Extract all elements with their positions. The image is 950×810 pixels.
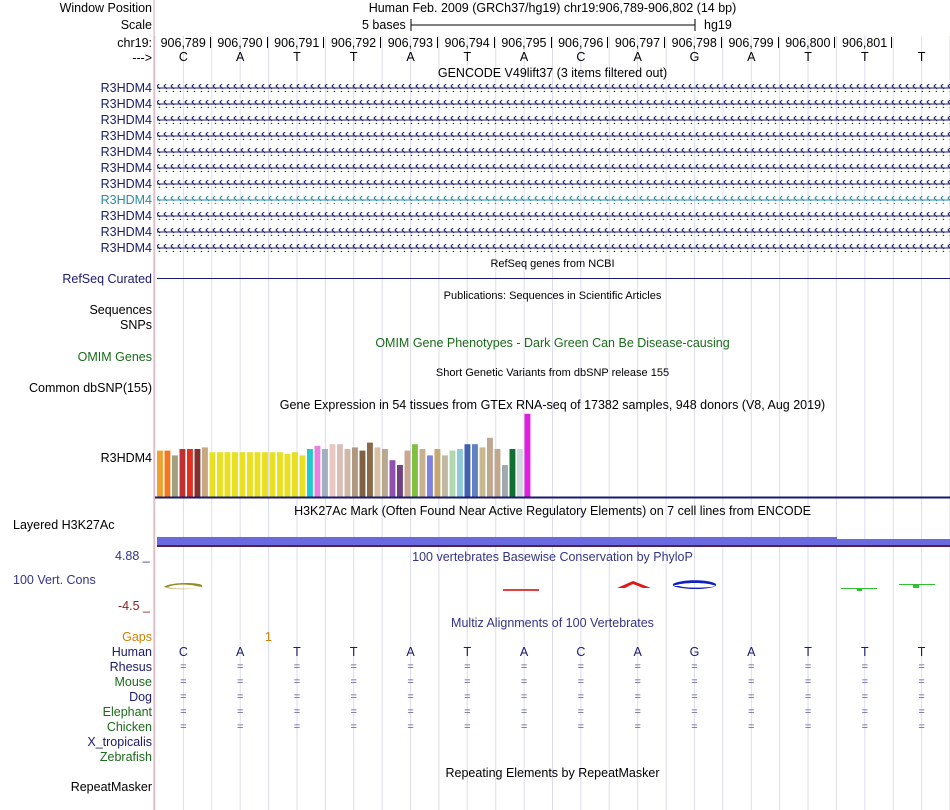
gencode-transcript-label[interactable]: R3HDM4 [100, 113, 152, 127]
alignment-base: = [918, 676, 925, 688]
alignment-base: = [634, 706, 641, 718]
alignment-base: A [747, 645, 756, 659]
alignment-base: = [520, 661, 528, 673]
species-label[interactable]: Chicken [106, 720, 152, 734]
gtex-tissue-bar[interactable] [427, 455, 433, 497]
position-tick-label: 906,793 [387, 36, 433, 50]
gencode-transcript-label[interactable]: R3HDM4 [100, 225, 152, 239]
gtex-tissue-bar[interactable] [247, 452, 253, 497]
gtex-tissue-bar[interactable] [262, 452, 268, 497]
alignment-base: = [634, 721, 641, 733]
gtex-tissue-bar[interactable] [180, 449, 186, 497]
repeatmasker-label[interactable]: RepeatMasker [70, 780, 152, 794]
gtex-tissue-bar[interactable] [382, 449, 388, 497]
position-tick-label: 906,800 [785, 36, 831, 50]
alignment-base: = [180, 676, 187, 688]
alignment-base: = [804, 676, 812, 688]
alignment-base: = [236, 706, 244, 718]
refseq-label[interactable]: RefSeq Curated [62, 272, 152, 286]
alignment-base: = [861, 706, 869, 718]
alignment-base: T [860, 645, 869, 659]
alignment-base: = [407, 661, 414, 673]
base-letter: T [349, 50, 358, 64]
gencode-transcripts[interactable] [155, 82, 950, 258]
alignment-base: = [577, 661, 585, 673]
species-label[interactable]: X_tropicalis [87, 735, 152, 749]
refseq-track-title: RefSeq genes from NCBI [490, 258, 615, 270]
sequences-label[interactable]: Sequences [89, 303, 152, 317]
gtex-tissue-bar[interactable] [352, 447, 358, 497]
gtex-tissue-bar[interactable] [210, 452, 216, 497]
gencode-transcript-label[interactable]: R3HDM4 [100, 97, 152, 111]
gtex-tissue-bar[interactable] [292, 452, 298, 497]
base-letter: T [804, 50, 812, 64]
gtex-tissue-bar[interactable] [480, 447, 486, 497]
gencode-transcript-label[interactable]: R3HDM4 [100, 241, 152, 255]
gtex-tissue-bar[interactable] [367, 443, 373, 497]
gtex-tissue-bar[interactable] [330, 444, 336, 497]
gencode-strand-chevrons [157, 228, 950, 236]
gtex-tissue-bar[interactable] [187, 449, 193, 497]
scale-label: Scale [120, 18, 152, 32]
alignment-base: = [407, 691, 414, 703]
strand-label: ---> [132, 51, 152, 65]
gtex-tissue-bar[interactable] [315, 446, 321, 497]
alignment-base: = [634, 676, 641, 688]
gtex-tissue-bar[interactable] [525, 414, 531, 497]
gencode-strand-chevrons [157, 148, 950, 156]
position-tick-label: 906,796 [558, 36, 604, 50]
gtex-tissue-bar[interactable] [442, 455, 448, 497]
alignment-base: = [350, 661, 357, 673]
gaps-value: 1 [265, 630, 272, 644]
gtex-tissue-bar[interactable] [165, 451, 171, 497]
base-letter: C [178, 50, 188, 64]
base-letter: A [747, 50, 756, 64]
gtex-tissue-bar[interactable] [375, 447, 381, 497]
gtex-tissue-bar[interactable] [495, 449, 501, 497]
position-tick-label: 906,794 [444, 36, 490, 50]
gtex-tissue-bar[interactable] [360, 451, 366, 497]
alignment-base: = [577, 691, 585, 703]
alignment-base: = [520, 721, 528, 733]
gtex-tissue-bar[interactable] [277, 452, 283, 497]
alignment-base: = [804, 721, 812, 733]
gtex-tissue-bar[interactable] [510, 449, 516, 497]
gtex-tissue-bar[interactable] [345, 449, 351, 497]
alignment-base: = [180, 661, 187, 673]
alignment-base: = [407, 721, 414, 733]
gencode-strand-chevrons [157, 100, 950, 108]
alignment-base: = [634, 661, 641, 673]
gencode-transcript-label[interactable]: R3HDM4 [100, 129, 152, 143]
alignment-base: = [861, 676, 869, 688]
gencode-transcript-label[interactable]: R3HDM4 [100, 145, 152, 159]
position-tick [891, 37, 892, 48]
gtex-tissue-bar[interactable] [285, 454, 291, 497]
alignment-base: = [180, 706, 187, 718]
species-label[interactable]: Mouse [114, 675, 152, 689]
alignment-base: = [748, 691, 755, 703]
alignment-base: = [691, 661, 698, 673]
base-letter: T [463, 50, 472, 64]
gtex-tissue-bar[interactable] [487, 438, 493, 497]
alignment-base: = [748, 721, 755, 733]
alignment-base: = [918, 691, 925, 703]
gtex-tissue-bar[interactable] [232, 452, 238, 497]
alignment-base: = [748, 661, 755, 673]
gtex-tissue-bar[interactable] [157, 451, 163, 497]
repeatmasker-track-title: Repeating Elements by RepeatMasker [445, 766, 660, 780]
alignment-base: = [350, 691, 357, 703]
alignment-base: = [464, 721, 471, 733]
alignment-base: = [577, 721, 585, 733]
position-tick-label: 906,792 [330, 36, 377, 50]
alignment-base: = [407, 676, 414, 688]
gtex-tissue-bar[interactable] [405, 451, 411, 497]
gaps-label[interactable]: Gaps [122, 630, 152, 644]
gencode-strand-chevrons [157, 212, 950, 220]
gtex-tissue-bar[interactable] [450, 451, 456, 497]
alignment-base: = [918, 706, 925, 718]
alignment-base: = [861, 661, 869, 673]
alignment-base: = [748, 676, 755, 688]
gtex-tissue-bar[interactable] [472, 444, 478, 497]
alignment-base: A [519, 645, 529, 659]
alignment-base: T [917, 645, 926, 659]
gtex-expression-chart[interactable] [155, 413, 950, 499]
alignment-base: = [236, 691, 244, 703]
alignment-base: = [804, 706, 812, 718]
gencode-strand-chevrons [157, 196, 950, 204]
gtex-tissue-bar[interactable] [300, 455, 306, 497]
publications-track-title: Publications: Sequences in Scientific Articles [443, 290, 662, 302]
gtex-tissue-bar[interactable] [172, 455, 178, 497]
alignment-base: = [804, 691, 812, 703]
gtex-tissue-bar[interactable] [195, 449, 201, 497]
alignment-base: = [180, 721, 187, 733]
base-letter: A [519, 50, 529, 64]
gencode-strand-chevrons [157, 244, 950, 252]
alignment-base: = [918, 721, 925, 733]
alignment-base: T [804, 645, 812, 659]
alignment-base: = [293, 706, 301, 718]
gtex-tissue-bar[interactable] [420, 449, 426, 497]
alignment-base: = [861, 721, 869, 733]
omim-track-title: OMIM Gene Phenotypes - Dark Green Can Be Disease-causing [375, 336, 730, 350]
alignment-base: = [180, 691, 187, 703]
gtex-tissue-bar[interactable] [225, 452, 231, 497]
alignment-base: = [520, 676, 528, 688]
gtex-tissue-bar[interactable] [307, 449, 313, 497]
h3k27ac-signal-bar [157, 537, 837, 545]
gtex-tissue-bar[interactable] [435, 449, 441, 497]
gencode-track-title: GENCODE V49lift37 (3 items filtered out) [437, 66, 668, 80]
gencode-transcript-label[interactable]: R3HDM4 [100, 81, 152, 95]
position-tick-label: 906,797 [614, 36, 661, 50]
gtex-tissue-bar[interactable] [240, 452, 246, 497]
phylop-ymax-label: 4.88 _ [115, 549, 150, 563]
alignment-base: = [748, 706, 755, 718]
alignment-base: = [350, 721, 357, 733]
species-label[interactable]: Rhesus [109, 660, 152, 674]
alignment-base: A [633, 645, 642, 659]
alignment-base: = [464, 676, 471, 688]
base-letter: G [689, 50, 700, 64]
base-letter: A [236, 50, 245, 64]
assembly-label: hg19 [704, 18, 732, 32]
alignment-base: = [236, 721, 244, 733]
h3k27ac-track-title: H3K27Ac Mark (Often Found Near Active Regulatory Elements) on 7 cell lines from ENCODE [294, 504, 811, 518]
scale-text: 5 bases [362, 18, 406, 32]
alignment-base: = [691, 706, 698, 718]
alignment-base: = [407, 706, 414, 718]
alignment-base: C [178, 645, 188, 659]
alignment-base: = [464, 691, 471, 703]
window-title: Human Feb. 2009 (GRCh37/hg19) chr19:906,789-906,802 (14 bp) [368, 1, 737, 15]
alignment-base: = [691, 676, 698, 688]
alignment-base: = [350, 706, 357, 718]
phylop-logo [155, 572, 950, 602]
gencode-transcript-label[interactable]: R3HDM4 [100, 193, 152, 207]
base-letter: A [406, 50, 415, 64]
alignment-base: = [634, 691, 641, 703]
base-letter: T [860, 50, 869, 64]
alignment-base: = [293, 676, 301, 688]
alignment-base: = [293, 661, 301, 673]
gtex-tissue-bar[interactable] [337, 444, 343, 497]
gtex-tissue-bar[interactable] [255, 452, 261, 497]
alignment-base: = [236, 661, 244, 673]
scale-bar [410, 18, 700, 32]
alignment-base: G [689, 645, 700, 659]
phylop-track-title: 100 vertebrates Basewise Conservation by PhyloP [412, 550, 693, 564]
dbsnp-label[interactable]: Common dbSNP(155) [29, 381, 152, 395]
gtex-tissue-bar[interactable] [465, 444, 471, 497]
alignment-base: T [349, 645, 358, 659]
multiz-track-title: Multiz Alignments of 100 Vertebrates [451, 616, 654, 630]
gencode-strand-chevrons [157, 84, 950, 92]
gtex-track-title: Gene Expression in 54 tissues from GTEx RNA-seq of 17382 samples, 948 donors (V8, Aug 2019) [279, 398, 826, 412]
position-tick-label: 906,801 [842, 36, 888, 50]
base-letter: A [633, 50, 642, 64]
gtex-tissue-bar[interactable] [412, 444, 418, 497]
alignment-base: T [293, 645, 301, 659]
position-tick-label: 906,798 [671, 36, 717, 50]
window-position-label: Window Position [59, 1, 152, 15]
gtex-tissue-bar[interactable] [517, 449, 523, 497]
phylop-label[interactable]: 100 Vert. Cons [13, 573, 96, 587]
species-label[interactable]: Dog [129, 690, 152, 704]
position-tick-label: 906,799 [728, 36, 774, 50]
alignment-base: = [577, 706, 585, 718]
position-tick-label: 906,795 [501, 36, 547, 50]
base-letter: C [576, 50, 586, 64]
gencode-transcript-label[interactable]: R3HDM4 [100, 177, 152, 191]
alignment-base: = [464, 706, 471, 718]
alignment-base: = [236, 676, 244, 688]
alignment-base: = [861, 691, 869, 703]
alignment-base: T [463, 645, 472, 659]
position-tick-label: 906,790 [217, 36, 263, 50]
gtex-tissue-bar[interactable] [457, 449, 463, 497]
gtex-tissue-bar[interactable] [217, 452, 223, 497]
alignment-base: = [520, 691, 528, 703]
omim-label[interactable]: OMIM Genes [77, 350, 152, 364]
alignment-base: = [350, 676, 357, 688]
position-tick-label: 906,791 [274, 36, 320, 50]
gtex-label[interactable]: R3HDM4 [100, 451, 152, 465]
alignment-base: A [406, 645, 415, 659]
alignment-base: = [804, 661, 812, 673]
chrom-label: chr19: [117, 36, 152, 50]
gtex-tissue-bar[interactable] [390, 460, 396, 497]
gencode-strand-chevrons [157, 164, 950, 172]
gencode-strand-chevrons [157, 116, 950, 124]
gencode-strand-chevrons [157, 180, 950, 188]
snps-label[interactable]: SNPs [120, 318, 152, 332]
species-label[interactable]: Elephant [102, 705, 152, 719]
alignment-base: = [293, 691, 301, 703]
gtex-tissue-bar[interactable] [202, 447, 208, 497]
alignment-base: = [520, 706, 528, 718]
alignment-base: C [576, 645, 586, 659]
position-tick-label: 906,789 [160, 36, 206, 50]
species-label[interactable]: Human [111, 645, 152, 659]
gencode-transcript-label[interactable]: R3HDM4 [100, 161, 152, 175]
h3k27ac-label[interactable]: Layered H3K27Ac [13, 518, 115, 532]
alignment-base: A [236, 645, 245, 659]
alignment-base: = [691, 721, 698, 733]
alignment-base: = [918, 661, 925, 673]
gtex-tissue-bar[interactable] [322, 449, 328, 497]
alignment-base: = [577, 676, 585, 688]
h3k27ac-baseline [157, 545, 950, 547]
base-letter: T [917, 50, 926, 64]
gtex-tissue-bar[interactable] [270, 452, 276, 497]
gencode-transcript-label[interactable]: R3HDM4 [100, 209, 152, 223]
alignment-base: = [464, 661, 471, 673]
alignment-base: = [293, 721, 301, 733]
base-letter: T [293, 50, 301, 64]
refseq-gene-line[interactable] [157, 278, 950, 279]
gtex-tissue-bar[interactable] [502, 465, 508, 497]
gtex-tissue-bar[interactable] [397, 465, 403, 497]
dbsnp-track-title: Short Genetic Variants from dbSNP release 155 [435, 367, 670, 379]
species-label[interactable]: Zebrafish [99, 750, 152, 764]
alignment-base: = [691, 691, 698, 703]
phylop-ymin-label: -4.5 _ [118, 599, 150, 613]
gencode-strand-chevrons [157, 132, 950, 140]
